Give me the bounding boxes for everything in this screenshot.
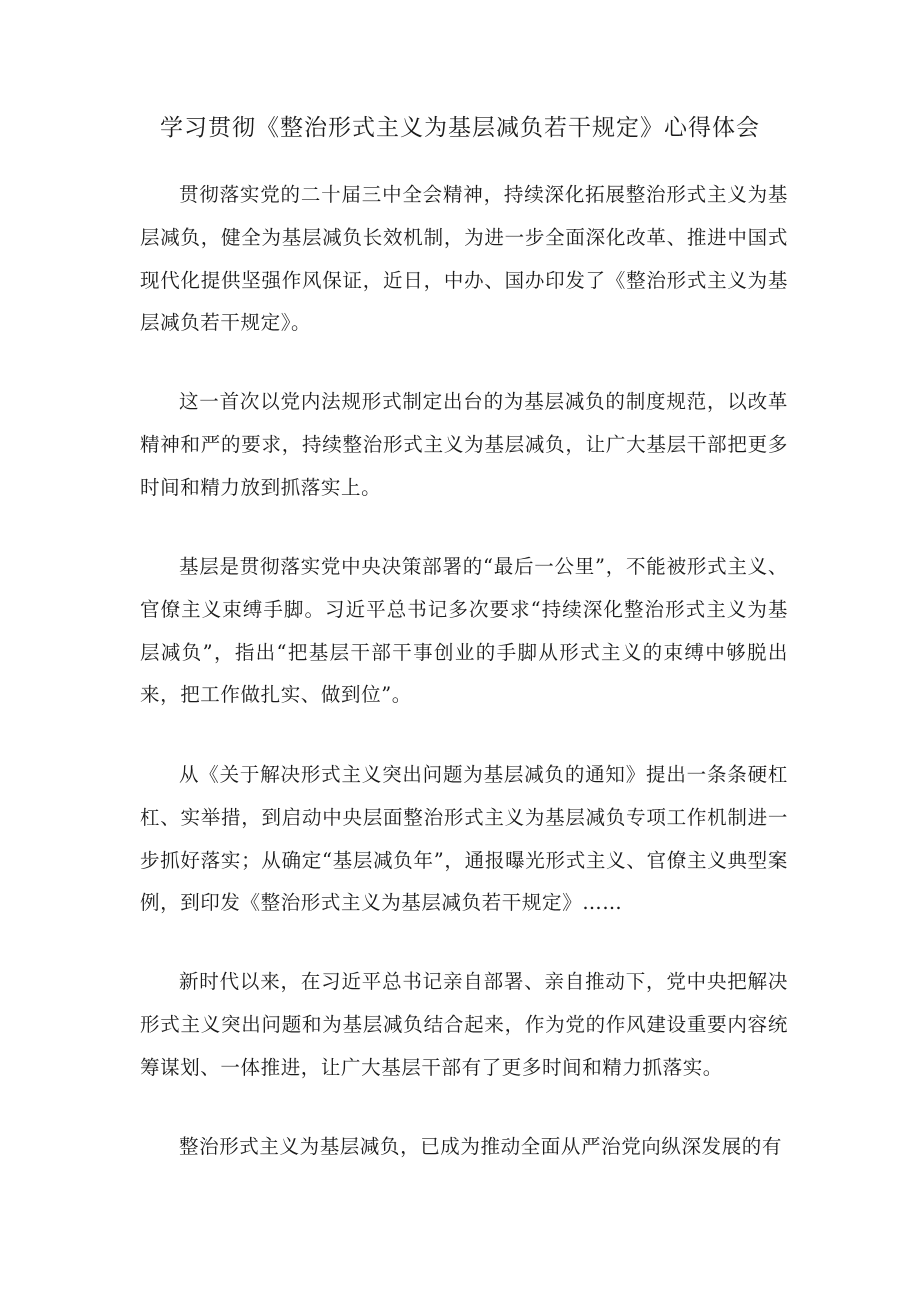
paragraph-2: 这一首次以党内法规形式制定出台的为基层减负的制度规范，以改革精神和严的要求，持续整治形式主义为基层减负，让广大基层干部把更多时间和精力放到抓落实上。 <box>140 390 788 499</box>
paragraph-1: 贯彻落实党的二十届三中全会精神，持续深化拓展整治形式主义为基层减负，健全为基层减负长效机制，为进一步全面深化改革、推进中国式现代化提供坚强作风保证，近日，中办、国办印发了《整治形式主义为基层减负若干规定》。 <box>140 183 788 335</box>
paragraph-6: 整治形式主义为基层减负，已成为推动全面从严治党向纵深发展的有 <box>179 1135 783 1158</box>
paragraph-5: 新时代以来，在习近平总书记亲自部署、亲自推动下，党中央把解决形式主义突出问题和为基层减负结合起来，作为党的作风建设重要内容统筹谋划、一体推进，让广大基层干部有了更多时间和精力抓落实。 <box>140 970 788 1079</box>
paragraph-4: 从《关于解决形式主义突出问题为基层减负的通知》提出一条条硬杠杠、实举措，到启动中央层面整治形式主义为基层减负专项工作机制进一步抓好落实；从确定“基层减负年”，通报曝光形式主义、官僚主义典型案例，到印发《整治形式主义为基层减负若干规定》…… <box>140 763 788 915</box>
document-title: 学习贯彻《整治形式主义为基层减负若干规定》心得体会 <box>160 115 760 141</box>
paragraph-3: 基层是贯彻落实党中央决策部署的“最后一公里”，不能被形式主义、官僚主义束缚手脚。习近平总书记多次要求“持续深化整治形式主义为基层减负”，指出“把基层干部干事创业的手脚从形式主义的束缚中够脱出来，把工作做扎实、做到位”。 <box>140 555 788 707</box>
